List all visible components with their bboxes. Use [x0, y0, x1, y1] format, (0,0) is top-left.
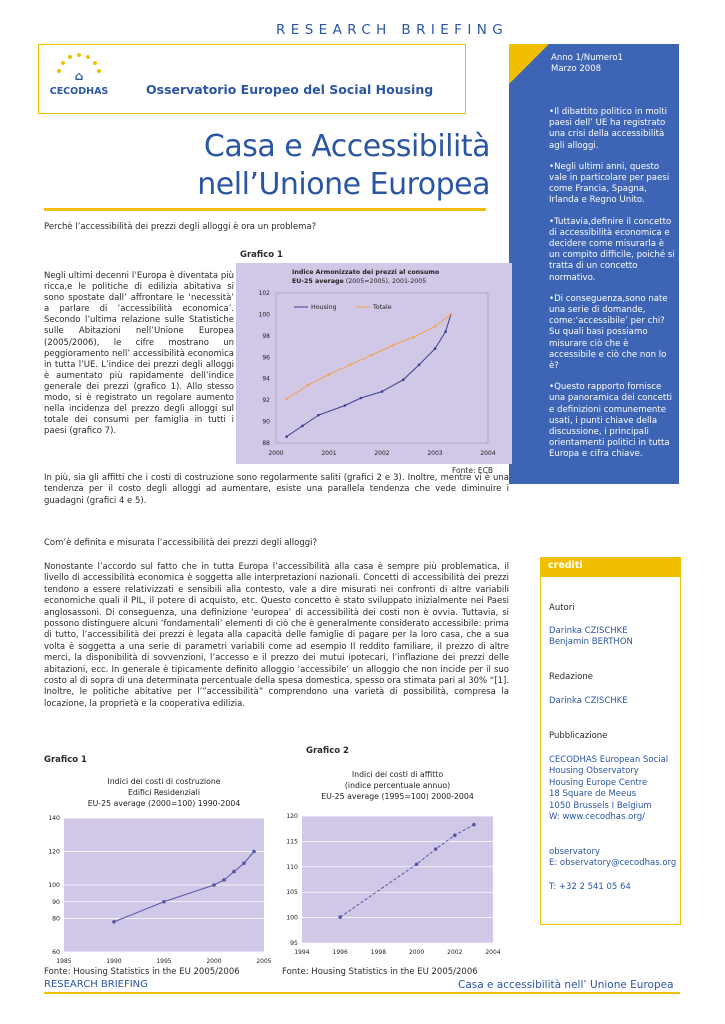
data-point: [472, 823, 476, 827]
y-tick-label: 105: [286, 889, 298, 897]
chart-source-left: Fonte: Housing Statistics in the EU 2005/2006: [44, 967, 240, 977]
credits-publisher-line: Housing Observatory: [549, 766, 639, 776]
credits-author: Darinka CZISCHKE: [549, 626, 628, 636]
x-tick-label: 2003: [427, 450, 443, 457]
chart-title-line: Indici dei costi di costruzione: [107, 777, 221, 786]
data-point: [285, 435, 288, 438]
x-tick-label: 1998: [370, 949, 387, 956]
credits-publisher-line: Housing Europe Centre: [549, 778, 648, 788]
chart-construction-costs: [42, 774, 272, 965]
x-tick-label: 1995: [156, 958, 172, 965]
y-tick-label: 94: [262, 375, 270, 383]
title-divider: [44, 208, 486, 211]
y-tick-label: 90: [262, 418, 270, 426]
x-tick-label: 2000: [268, 450, 284, 457]
credits-observatory: observatory: [549, 847, 601, 857]
footer-right: Casa e accessibilità nell’ Unione Europea: [458, 979, 674, 991]
credits-publisher-line: 18 Square de Meeus: [549, 789, 637, 799]
credits-header: [540, 557, 680, 577]
plot-area: [276, 293, 488, 443]
chart-title: Indice Armonizzato dei prezzi al consumo: [292, 269, 440, 276]
summary-bullets: [549, 107, 675, 471]
x-tick-label: 2004: [485, 949, 501, 956]
credits-publication-label: Pubblicazione: [549, 731, 608, 741]
y-tick-label: 100: [286, 914, 298, 922]
y-tick-label: 140: [48, 815, 60, 822]
summary-bullet: •Negli ultimi anni, questo vale in particolare per paesi come Francia, Spagna, Irlanda e Regno Unito.: [549, 161, 670, 206]
y-tick-label: 92: [262, 397, 270, 405]
credits-editor-label: Redazione: [549, 672, 593, 682]
y-tick-label: 100: [258, 311, 270, 319]
data-point: [402, 378, 405, 381]
data-point: [285, 398, 288, 401]
chart-title-line: EU-25 average (1995=100) 2000-2004: [321, 792, 474, 801]
x-tick-label: 1994: [294, 949, 310, 956]
x-tick-label: 2004: [480, 450, 496, 457]
research-briefing-header: RESEARCH BRIEFING: [276, 22, 509, 38]
data-point: [162, 900, 166, 904]
data-point: [338, 915, 342, 919]
chart-hicp: [236, 263, 512, 464]
data-point: [415, 862, 419, 866]
title-line-2: nell’Unione Europea: [197, 167, 490, 202]
paragraph-1: Negli ultimi decenni l’Europa è diventata più ricca,e le politiche di edilizia abitativa si sono spostate dall’ affrontare le ‘necessità’ a parlare di ’accessibilità economica’. Secondo l’ultima relazione sulle Statistiche sulle Abitazioni nell’Unione Europea (2005/2006), le cifre mostrano un peggioramento nell’ accessibilità economica in tutta l’UE. L’indice dei prezzi degli alloggi è aumentato più rapidamente dell’indice generale dei prezzi (grafico 1). Allo stesso modo, si è registrato un regolare aumento nella incidenza del prezzo degli alloggi sul totale dei consumi per famiglia in tutti i paesi (grafico 7).: [44, 271, 234, 437]
y-tick-label: 96: [262, 354, 270, 362]
data-point: [370, 354, 373, 357]
data-point: [344, 404, 347, 407]
summary-bullet: •Il dibattito politico in molti paesi dell’ UE ha registrato una crisi della accessibilità agli alloggi.: [549, 107, 668, 151]
footer-left: RESEARCH BRIEFING: [44, 979, 148, 990]
page-title: [170, 128, 490, 204]
summary-bullet: •Questo rapporto fornisce una panoramica dei concetti e definizioni comunemente usati, i punti chiave della discussione, i principali orientamenti politici in tutta Europa e cifra chiave.: [549, 382, 673, 460]
data-point: [252, 850, 256, 854]
credits-publisher-line: CECODHAS European Social: [549, 755, 669, 765]
data-point: [242, 861, 246, 865]
grafico-1-label: Grafico 1: [240, 250, 283, 260]
legend-label: Totale: [373, 304, 392, 311]
issue-number: Anno 1/Numero1: [551, 53, 623, 63]
data-point: [232, 870, 236, 874]
y-tick-label: 102: [258, 290, 270, 297]
y-tick-label: 60: [52, 949, 60, 956]
chart-title-line: EU-25 average (2000=100) 1990-2004: [87, 799, 241, 808]
grafico-2-label: Grafico 2: [306, 746, 349, 756]
data-point: [434, 347, 437, 350]
data-point: [328, 373, 331, 376]
y-tick-label: 110: [286, 863, 298, 871]
data-point: [349, 363, 352, 366]
chart-title-line: Edifici Residenziali: [127, 788, 201, 797]
data-point: [444, 330, 447, 333]
chart-title-line: (indice percentuale annuo): [344, 781, 451, 790]
credits-publisher-line: 1050 Brussels I Belgium: [549, 801, 652, 811]
x-tick-label: 2000: [206, 958, 222, 965]
y-tick-label: 120: [48, 848, 60, 856]
svg-text:CECODHAS: CECODHAS: [49, 86, 109, 97]
x-tick-label: 2002: [374, 450, 390, 457]
summary-bullet: •Di conseguenza,sono nate una serie di domande, come:‘accessibile’ per chi? Su quali basi possiamo misurare ciò che è accessibile e ciò che non lo è?: [549, 293, 668, 372]
x-tick-label: 2005: [256, 958, 272, 965]
x-tick-label: 1985: [56, 958, 72, 965]
x-tick-label: 2002: [447, 949, 463, 956]
data-point: [413, 336, 416, 339]
y-tick-label: 120: [286, 813, 298, 820]
x-tick-label: 2001: [321, 450, 337, 457]
data-point: [381, 390, 384, 393]
sidebar-corner-triangle: [509, 44, 549, 84]
paragraph-3: Nonostante l’accordo sul fatto che in tutta Europa l’accessibilità alla casa è sempre più problematica, il livello di accessibilità economica è soggetta alle interpretazioni nazionali. Concetti di accessibilità dei prezzi tendono a essere relativizzati e sensibili alla contesto, vale a dire misurati nei confronti di altre variabili economiche quali il PIL, il potere di acquisto, etc. Questo concetto è stato sviluppato inizialmente nei Paesi anglosassoni. Di conseguenza, una definizione ‘europea’ di accessibilità dei costi non è ovvia. Tuttavia, si possono distinguere alcuni ‘fondamentali’ elementi di ciò che è generalmente considerato accessibile: prima di tutto, l’accessibilità dei prezzi è legata alla capacità delle famiglie di pagare per la loro casa, che a sua volta è soggetta a una serie di parametri variabili come ad esempio Il reddito familiare, il prezzo di altre merci, la disponibilità di sovvenzioni, l’accesso e il prezzo dei mutui ipotecari, l’inflazione dei prezzi delle abitazioni, ecc. In generale è tipicamente definito alloggio ‘accessibile’ un alloggio che non incide per il suo costo al di sopra di una determinata percentuale della spesa domestica, spesso ora stimata pari al 30% “[1]. Inoltre, le politiche abitative per l’”accessibilità” comprendono una varietà di possibilità, compresa la locazione, la proprietà e la cooperativa edilizia.: [44, 562, 509, 709]
data-point: [301, 425, 304, 428]
y-tick-label: 95: [290, 940, 298, 947]
credits-title: crediti: [548, 560, 583, 571]
data-point: [453, 834, 457, 838]
data-point: [434, 325, 437, 328]
credits-editor: Darinka CZISCHKE: [549, 696, 628, 706]
credits-author: Benjamin BERTHON: [549, 637, 633, 647]
y-tick-label: 90: [52, 898, 60, 906]
cecodhas-logo: [46, 52, 112, 102]
y-tick-label: 88: [262, 440, 270, 447]
section-question-1: Perchè l’accessibilità dei prezzi degli alloggi è ora un problema?: [44, 222, 317, 232]
paragraph-2: In più, sia gli affitti che i costi di costruzione sono regolarmente saliti (grafici 2 e 3). Inoltre, mentre vi è una tendenza per il costo degli alloggi ad aumentare, esiste una parallela tendenza che vede diminuire i guadagni (grafici 4 e 5).: [44, 473, 509, 506]
data-point: [317, 414, 320, 417]
credits-email-link[interactable]: E: observatory@cecodhas.org: [549, 858, 677, 868]
y-tick-label: 100: [48, 882, 60, 889]
grafico-1b-label: Grafico 1: [44, 755, 87, 765]
x-tick-label: 2000: [408, 949, 425, 956]
chart-subtitle: EU-25 average (2005=2005), 2001-2005: [292, 278, 427, 285]
x-tick-label: 1996: [332, 949, 348, 956]
data-point: [450, 313, 453, 316]
chart-source-right: Fonte: Housing Statistics in the EU 2005/2006: [282, 967, 478, 977]
data-point: [222, 878, 226, 882]
svg-text:⌂: ⌂: [74, 69, 84, 83]
y-tick-label: 115: [286, 838, 298, 846]
x-tick-label: 1990: [106, 958, 122, 965]
credits-website-link[interactable]: W: www.cecodhas.org/: [549, 812, 645, 822]
issue-info: [551, 53, 623, 75]
data-point: [112, 920, 116, 924]
footer-divider: [44, 992, 680, 994]
title-line-1: Casa e Accessibilità: [203, 129, 490, 164]
credits-phone: T: +32 2 541 05 64: [549, 882, 631, 892]
y-tick-label: 80: [52, 915, 60, 923]
data-point: [434, 847, 438, 851]
plot-area: [302, 816, 493, 943]
legend-label: Housing: [311, 304, 337, 311]
observatory-title: Osservatorio Europeo del Social Housing: [146, 82, 434, 97]
credits-authors-label: Autori: [549, 603, 575, 613]
summary-bullet: •Tuttavia,definire il concetto di accessibilità economica e decidere come misurarla è un compito difficile, poiché si tratta di un concetto normativo.: [549, 216, 675, 283]
chart-source-ecb: Fonte: ECB: [452, 466, 493, 475]
data-point: [391, 344, 394, 347]
data-point: [212, 883, 216, 887]
chart-title-line: Indici dei costi di affitto: [351, 770, 444, 779]
data-point: [418, 363, 421, 366]
data-point: [307, 384, 310, 387]
section-question-2: Com’è definita e misurata l’accessibilità dei prezzi degli alloggi?: [44, 538, 317, 548]
data-point: [360, 397, 363, 400]
chart-rent-costs: [278, 764, 501, 964]
issue-date: Marzo 2008: [551, 64, 602, 74]
y-tick-label: 98: [262, 332, 270, 340]
